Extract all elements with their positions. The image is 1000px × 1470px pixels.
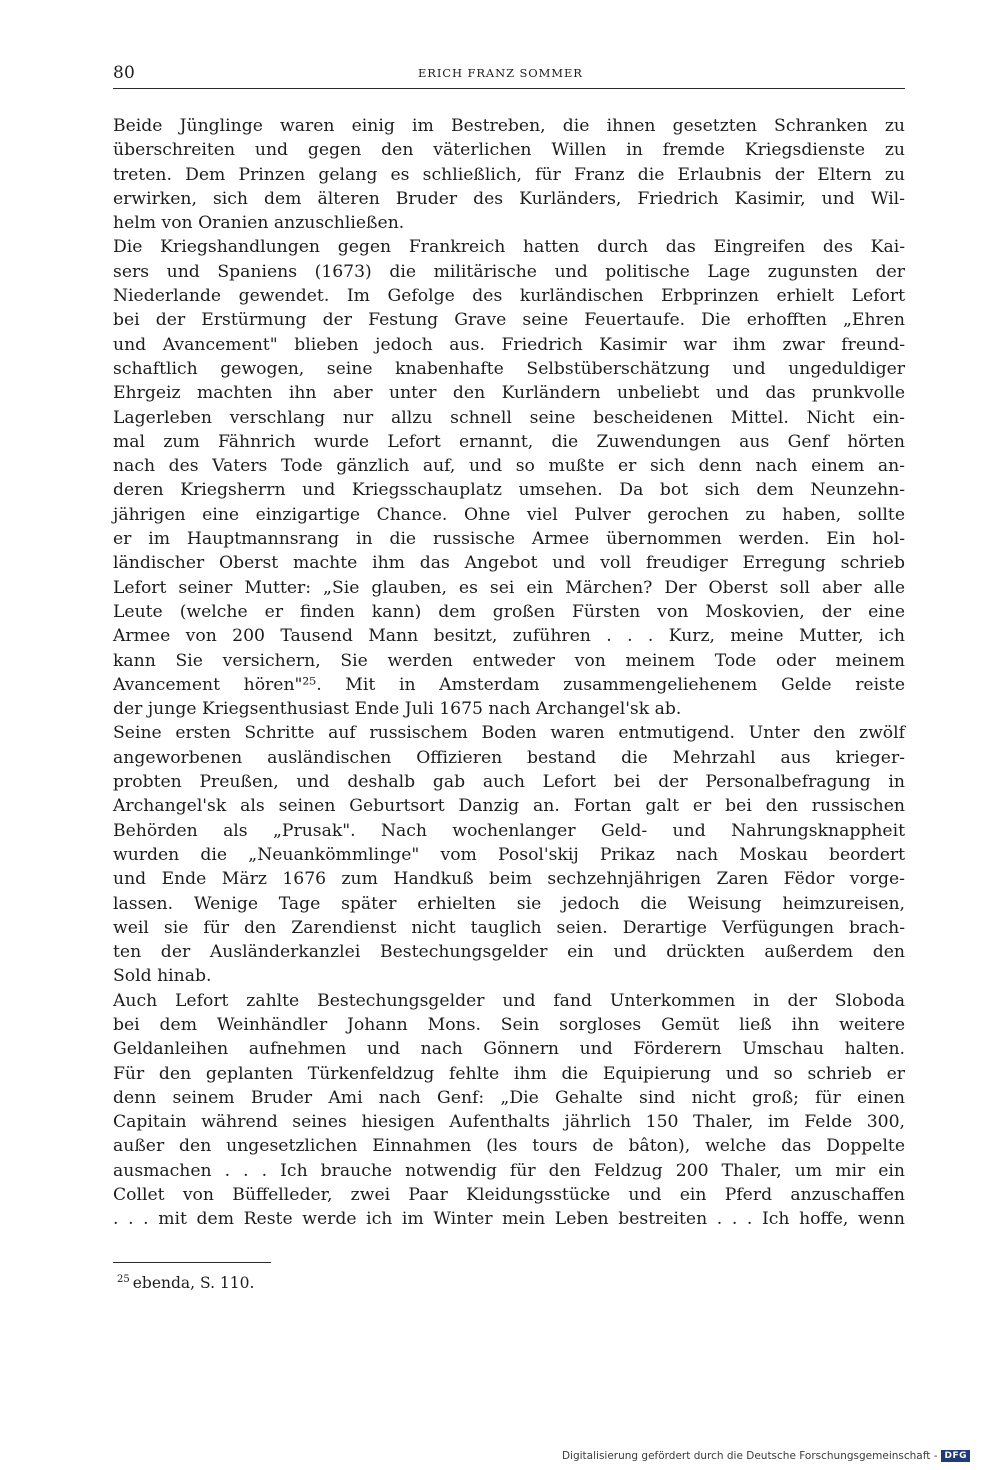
text-line: mal zum Fähnrich wurde Lefort ernannt, die Zuwendungen aus Genf hörten	[113, 431, 905, 452]
text-line: wurden die „Neuankömmlinge" vom Posol'skij Prikaz nach Moskau beordert	[113, 844, 905, 865]
dfg-logo: DFG	[941, 1450, 970, 1462]
text-line: Ehrgeiz machten ihn aber unter den Kurländern unbeliebt und das prunkvolle	[113, 383, 905, 404]
text-line: kann Sie versichern, Sie werden entweder von meinem Tode oder meinem	[113, 650, 905, 671]
text-line: Seine ersten Schritte auf russischem Boden waren entmutigend. Unter den zwölf	[113, 723, 905, 744]
digitization-credit	[562, 1450, 970, 1462]
text-line: angeworbenen ausländischen Offizieren bestand die Mehrzahl aus krieger-	[113, 747, 905, 768]
text-line: und Ende März 1676 zum Handkuß beim sechzehnjährigen Zaren Fëdor vorge-	[113, 869, 905, 890]
text-line: Behörden als „Prusak". Nach wochenlanger Geld- und Nahrungsknappheit	[113, 820, 905, 841]
text-line: Avancement hören"²⁵. Mit in Amsterdam zusammengeliehenem Gelde reiste	[113, 674, 905, 695]
credit-text: Digitalisierung gefördert durch die Deutsche Forschungsgemeinschaft -	[561, 1450, 938, 1462]
text-line: ausmachen . . . Ich brauche notwendig für den Feldzug 200 Thaler, um mir ein	[113, 1160, 905, 1181]
body-text	[113, 114, 905, 1232]
text-line: außer den ungesetzlichen Einnahmen (les tours de bâton), welche das Doppelte	[113, 1136, 905, 1157]
text-line: Für den geplanten Türkenfeldzug fehlte ihm die Equipierung und so schrieb er	[113, 1063, 905, 1084]
page-number: 80	[113, 63, 136, 83]
text-line: Lagerleben verschlang nur allzu schnell seine bescheidenen Mittel. Nicht ein-	[113, 407, 905, 428]
text-line: der junge Kriegsenthusiast Ende Juli 1675 nach Archangel'sk ab.	[113, 699, 682, 720]
text-line: schaftlich gewogen, seine knabenhafte Selbstüberschätzung und ungeduldiger	[113, 358, 905, 379]
footnote-rule	[113, 1262, 271, 1263]
text-line: Archangel'sk als seinen Geburtsort Danzig an. Fortan galt er bei den russischen	[113, 796, 905, 817]
text-line: deren Kriegsherrn und Kriegsschauplatz umsehen. Da bot sich dem Neunzehn-	[113, 480, 905, 501]
text-line: ten der Ausländerkanzlei Bestechungsgelder ein und drückten außerdem den	[113, 942, 905, 963]
text-line: Auch Lefort zahlte Bestechungsgelder und fand Unterkommen in der Sloboda	[113, 990, 905, 1011]
text-line: weil sie für den Zarendienst nicht tauglich seien. Derartige Verfügungen brach-	[113, 917, 905, 938]
header-rule	[113, 88, 905, 89]
text-line: und Avancement" blieben jedoch aus. Friedrich Kasimir war ihm zwar freund-	[113, 334, 905, 355]
text-line: Lefort seiner Mutter: „Sie glauben, es sei ein Märchen? Der Oberst soll aber alle	[113, 577, 905, 598]
text-line: Niederlande gewendet. Im Gefolge des kurländischen Erbprinzen erhielt Lefort	[113, 286, 905, 307]
text-line: probten Preußen, und deshalb gab auch Lefort bei der Personalbefragung in	[113, 772, 905, 793]
text-line: treten. Dem Prinzen gelang es schließlich, für Franz die Erlaubnis der Eltern zu	[113, 164, 905, 185]
text-line: Geldanleihen aufnehmen und nach Gönnern und Förderern Umschau halten.	[113, 1039, 905, 1060]
text-line: Capitain während seines hiesigen Aufenthalts jährlich 150 Thaler, im Felde 300,	[113, 1112, 905, 1133]
text-line: Sold hinab.	[113, 966, 212, 987]
text-line: erwirken, sich dem älteren Bruder des Kurländers, Friedrich Kasimir, und Wil-	[113, 188, 905, 209]
footnote-marker: 25	[117, 1274, 130, 1285]
text-line: jährigen eine einzigartige Chance. Ohne viel Pulver gerochen zu haben, sollte	[113, 504, 905, 525]
text-line: lassen. Wenige Tage später erhielten sie jedoch die Weisung heimzureisen,	[113, 893, 905, 914]
footnote	[117, 1274, 254, 1292]
text-line: überschreiten und gegen den väterlichen Willen in fremde Kriegsdienste zu	[113, 140, 905, 161]
text-line: Die Kriegshandlungen gegen Frankreich hatten durch das Eingreifen des Kai-	[113, 237, 905, 258]
text-line: bei der Erstürmung der Festung Grave seine Feuertaufe. Die erhofften „Ehren	[113, 310, 905, 331]
running-head: ERICH FRANZ SOMMER	[418, 66, 583, 80]
text-line: Beide Jünglinge waren einig im Bestreben, die ihnen gesetzten Schranken zu	[113, 116, 905, 136]
text-line: . . . mit dem Reste werde ich im Winter mein Leben bestreiten . . . Ich hoffe, wenn	[113, 1209, 905, 1230]
text-line: bei dem Weinhändler Johann Mons. Sein sorgloses Gemüt ließ ihn weitere	[113, 1014, 905, 1035]
text-line: helm von Oranien anzuschließen.	[113, 213, 405, 234]
text-line: ländischer Oberst machte ihm das Angebot und voll freudiger Erregung schrieb	[113, 553, 905, 574]
text-line: sers und Spaniens (1673) die militärische und politische Lage zugunsten der	[113, 261, 905, 282]
footnote-text: ebenda, S. 110.	[132, 1274, 255, 1293]
text-line: Armee von 200 Tausend Mann besitzt, zuführen . . . Kurz, meine Mutter, ich	[113, 626, 905, 647]
text-line: er im Hauptmannsrang in die russische Armee übernommen werden. Ein hol-	[113, 529, 905, 550]
text-line: Leute (welche er finden kann) dem großen Fürsten von Moskovien, der eine	[113, 601, 905, 622]
text-line: nach des Vaters Tode gänzlich auf, und so mußte er sich denn nach einem an-	[113, 456, 905, 477]
text-line: Collet von Büffelleder, zwei Paar Kleidungsstücke und ein Pferd anzuschaffen	[113, 1185, 905, 1206]
text-line: denn seinem Bruder Ami nach Genf: „Die Gehalte sind nicht groß; für einen	[113, 1087, 905, 1108]
